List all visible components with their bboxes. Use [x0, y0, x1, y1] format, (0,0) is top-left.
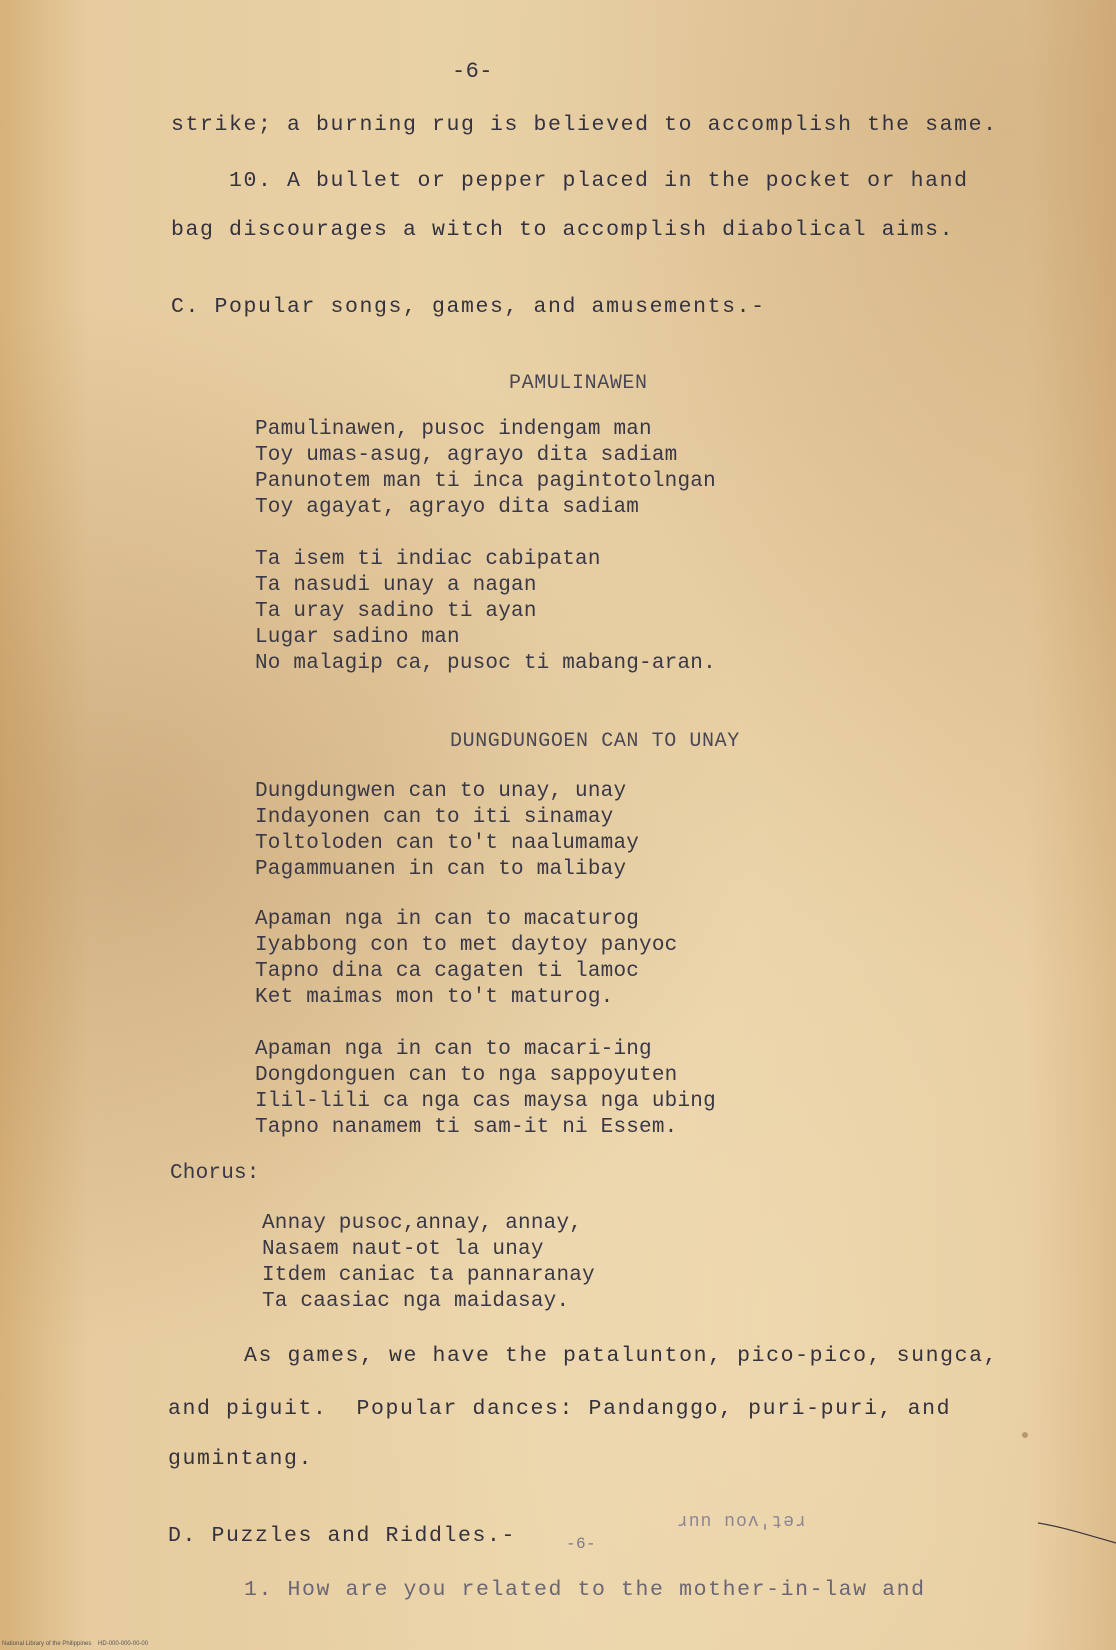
song-line: Toy umas-asug, agrayo dita sadiam [255, 444, 678, 467]
song-line: Apaman nga in can to macaturog [255, 908, 640, 931]
song-title: DUNGDUNGOEN CAN TO UNAY [450, 730, 740, 753]
song-line: Toy agayat, agrayo dita sadiam [255, 496, 640, 519]
section-heading: C. Popular songs, games, and amusements.- [171, 295, 766, 319]
chorus-line: Annay pusoc,annay, annay, [262, 1212, 583, 1235]
riddle-line: 1. How are you related to the mother-in-law and [244, 1578, 926, 1602]
song-line: Pamulinawen, pusoc indengam man [255, 418, 652, 441]
song-line: Ta uray sadino ti ayan [255, 600, 537, 623]
song-line: Lugar sadino man [255, 626, 460, 649]
section-heading: D. Puzzles and Riddles.- [168, 1524, 517, 1548]
song-line: Toltoloden can to't naalumamay [255, 832, 640, 855]
song-title: PAMULINAWEN [509, 372, 648, 395]
song-line: Tapno dina ca cagaten ti lamoc [255, 960, 640, 983]
song-line: Ilil-lili ca nga cas maysa nga ubing [255, 1090, 716, 1113]
paragraph-line: As games, we have the patalunton, pico-pico, sungca, [244, 1344, 999, 1368]
chorus-label: Chorus: [170, 1162, 260, 1185]
song-line: Indayonen can to iti sinamay [255, 806, 614, 829]
song-line: Pagammuanen in can to malibay [255, 858, 627, 881]
ink-spot [1022, 1432, 1028, 1438]
chorus-line: Ta caasiac nga maidasay. [262, 1290, 570, 1313]
pencil-stroke [1038, 1517, 1116, 1545]
song-line: Dongdonguen can to nga sappoyuten [255, 1064, 678, 1087]
song-line: No malagip ca, pusoc ti mabang-aran. [255, 652, 716, 675]
song-line: Ta nasudi unay a nagan [255, 574, 537, 597]
song-line: Ket maimas mon to't maturog. [255, 986, 614, 1009]
chorus-line: Itdem caniac ta pannaranay [262, 1264, 595, 1287]
page-number: -6- [452, 59, 493, 84]
song-line: Iyabbong con to met daytoy panyoc [255, 934, 678, 957]
paragraph-line: and piguit. Popular dances: Pandanggo, puri-puri, and [168, 1397, 952, 1421]
text-line: bag discourages a witch to accomplish diabolical aims. [171, 218, 955, 242]
page-number-bleed: -6- [566, 1535, 597, 1553]
song-line: Tapno nanamem ti sam-it ni Essem. [255, 1116, 678, 1139]
chorus-line: Nasaem naut-ot la unay [262, 1238, 544, 1261]
song-line: Panunotem man ti inca pagintotolngan [255, 470, 716, 493]
song-line: Ta isem ti indiac cabipatan [255, 548, 601, 571]
archive-watermark: National Library of the Philippines HD-000-000-00-00 [2, 1641, 149, 1647]
song-line: Dungdungwen can to unay, unay [255, 780, 627, 803]
bleed-through-stamp: ret'vou uur [676, 1510, 806, 1530]
song-line: Apaman nga in can to macari-ing [255, 1038, 652, 1061]
paragraph-line: gumintang. [168, 1447, 314, 1471]
text-line: 10. A bullet or pepper placed in the pocket or hand [229, 169, 969, 193]
text-line: strike; a burning rug is believed to accomplish the same. [171, 113, 998, 137]
